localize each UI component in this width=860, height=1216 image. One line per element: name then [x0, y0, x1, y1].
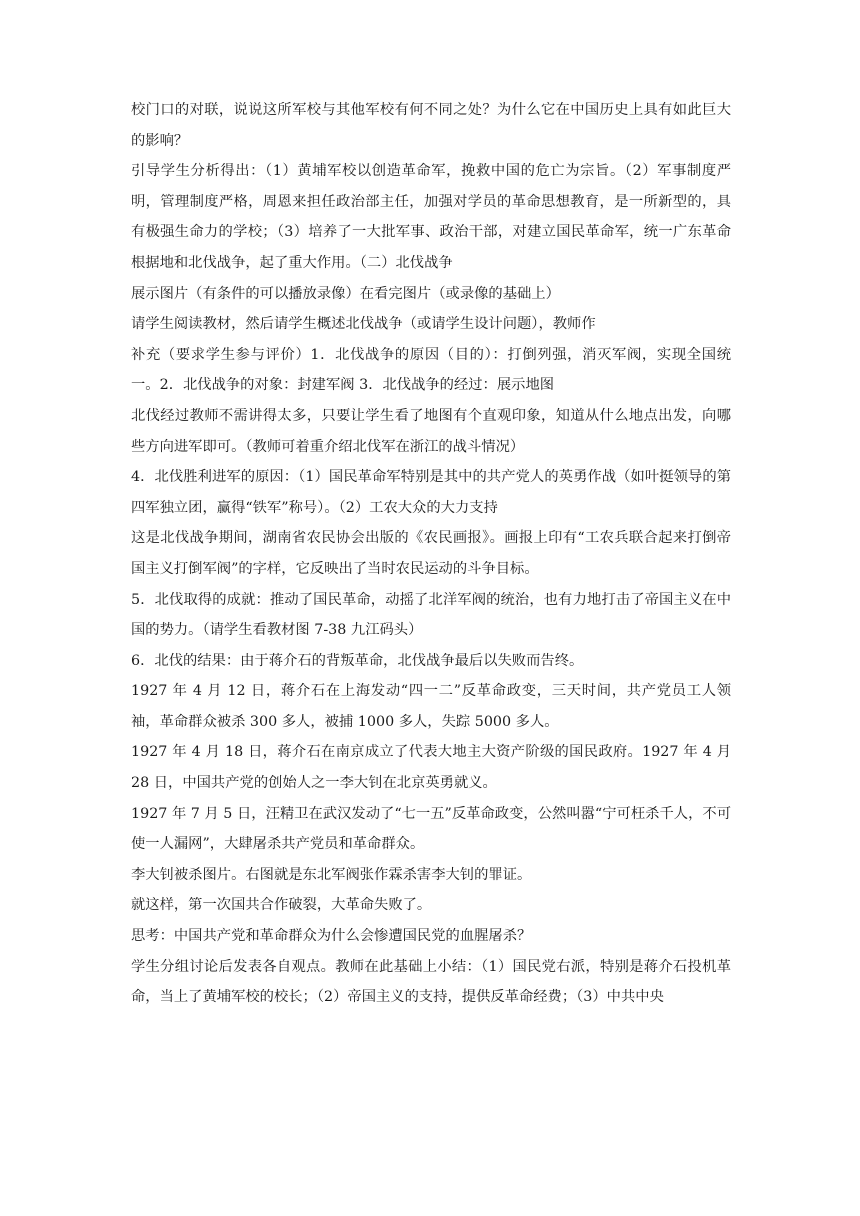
paragraph-show-pictures: 展示图片（有条件的可以播放录像）在看完图片（或录像的基础上） [131, 285, 560, 302]
paragraph-cooperation-broken: 就这样，第一次国共合作破裂，大革命失败了。 [131, 897, 432, 914]
document-body [131, 95, 731, 1013]
paragraph-expedition-route: 北伐经过教师不需讲得太多，只要让学生看了地图有个直观印象，知道从什么地点出发，向哪些方向进军即可。（教师可着重介绍北伐军在浙江的战斗情况） [131, 407, 731, 455]
paragraph-whampoa-analysis: 引导学生分析得出：（1）黄埔军校以创造革命军，挽救中国的危亡为宗旨。（2）军事制度严明，管理制度严格，周恩来担任政治部主任，加强对学员的革命思想教育，是一所新型的，具有极强生命力的学校；（3）培养了一大批军事、政治干部，对建立国民革命军，统一广东革命根据地和北伐战争，起了重大作用。（二）北伐战争 [131, 163, 731, 271]
paragraph-thinking-question: 思考：中国共产党和革命群众为什么会惨遭国民党的血腥屠杀？ [131, 928, 532, 945]
paragraph-july-15-coup: 1927 年 7 月 5 日，汪精卫在武汉发动了“七一五”反革命政变，公然叫嚣“宁可枉杀千人，不可使一人漏网”，大肆屠杀共产党员和革命群众。 [131, 805, 731, 853]
paragraph-peasant-pictorial: 这是北伐战争期间，湖南省农民协会出版的《农民画报》。画报上印有“工农兵联合起来打倒帝国主义打倒军阀”的字样，它反映出了当时农民运动的斗争目标。 [131, 530, 731, 577]
paragraph-april-18-nanjing: 1927 年 4 月 18 日，蒋介石在南京成立了代表大地主大资产阶级的国民政府。1927 年 4 月 28 日，中国共产党的创始人之一李大钊在北京英勇就义。 [131, 744, 731, 792]
paragraph-group-discussion: 学生分组讨论后发表各自观点。教师在此基础上小结：（1）国民党右派，特别是蒋介石投机革命，当上了黄埔军校的校长；（2）帝国主义的支持，提供反革命经费；（3）中共中央 [131, 958, 731, 1006]
paragraph-school-couplet-question: 校门口的对联，说说这所军校与其他军校有何不同之处？为什么它在中国历史上具有如此巨大的影响？ [131, 102, 731, 149]
paragraph-victory-reasons: 4．北伐胜利进军的原因：（1）国民革命军特别是其中的共产党人的英勇作战（如叶挺领导的第四军独立团，赢得“铁军”称号）。（2）工农大众的大力支持 [131, 469, 731, 516]
paragraph-achievements: 5．北伐取得的成就：推动了国民革命，动摇了北洋军阀的统治，也有力地打击了帝国主义在中国的势力。（请学生看教材图 7-38 九江码头） [131, 591, 731, 639]
paragraph-result: 6．北伐的结果：由于蒋介石的背叛革命，北伐战争最后以失败而告终。 [131, 652, 584, 669]
paragraph-student-reading: 请学生阅读教材，然后请学生概述北伐战争（或请学生设计问题），教师作 [131, 316, 596, 333]
paragraph-april-12-coup: 1927 年 4 月 12 日，蒋介石在上海发动“四一二”反革命政变，三天时间，共产党员工人领袖，革命群众被杀 300 多人，被捕 1000 多人，失踪 5000 多人。 [131, 683, 731, 730]
paragraph-li-dazhao-picture: 李大钊被杀图片。右图就是东北军阀张作霖杀害李大钊的罪证。 [131, 866, 532, 883]
paragraph-expedition-cause: 补充（要求学生参与评价）1．北伐战争的原因（目的）：打倒列强，消灭军阀，实现全国统一。2．北伐战争的对象：封建军阀 3．北伐战争的经过：展示地图 [131, 346, 731, 394]
